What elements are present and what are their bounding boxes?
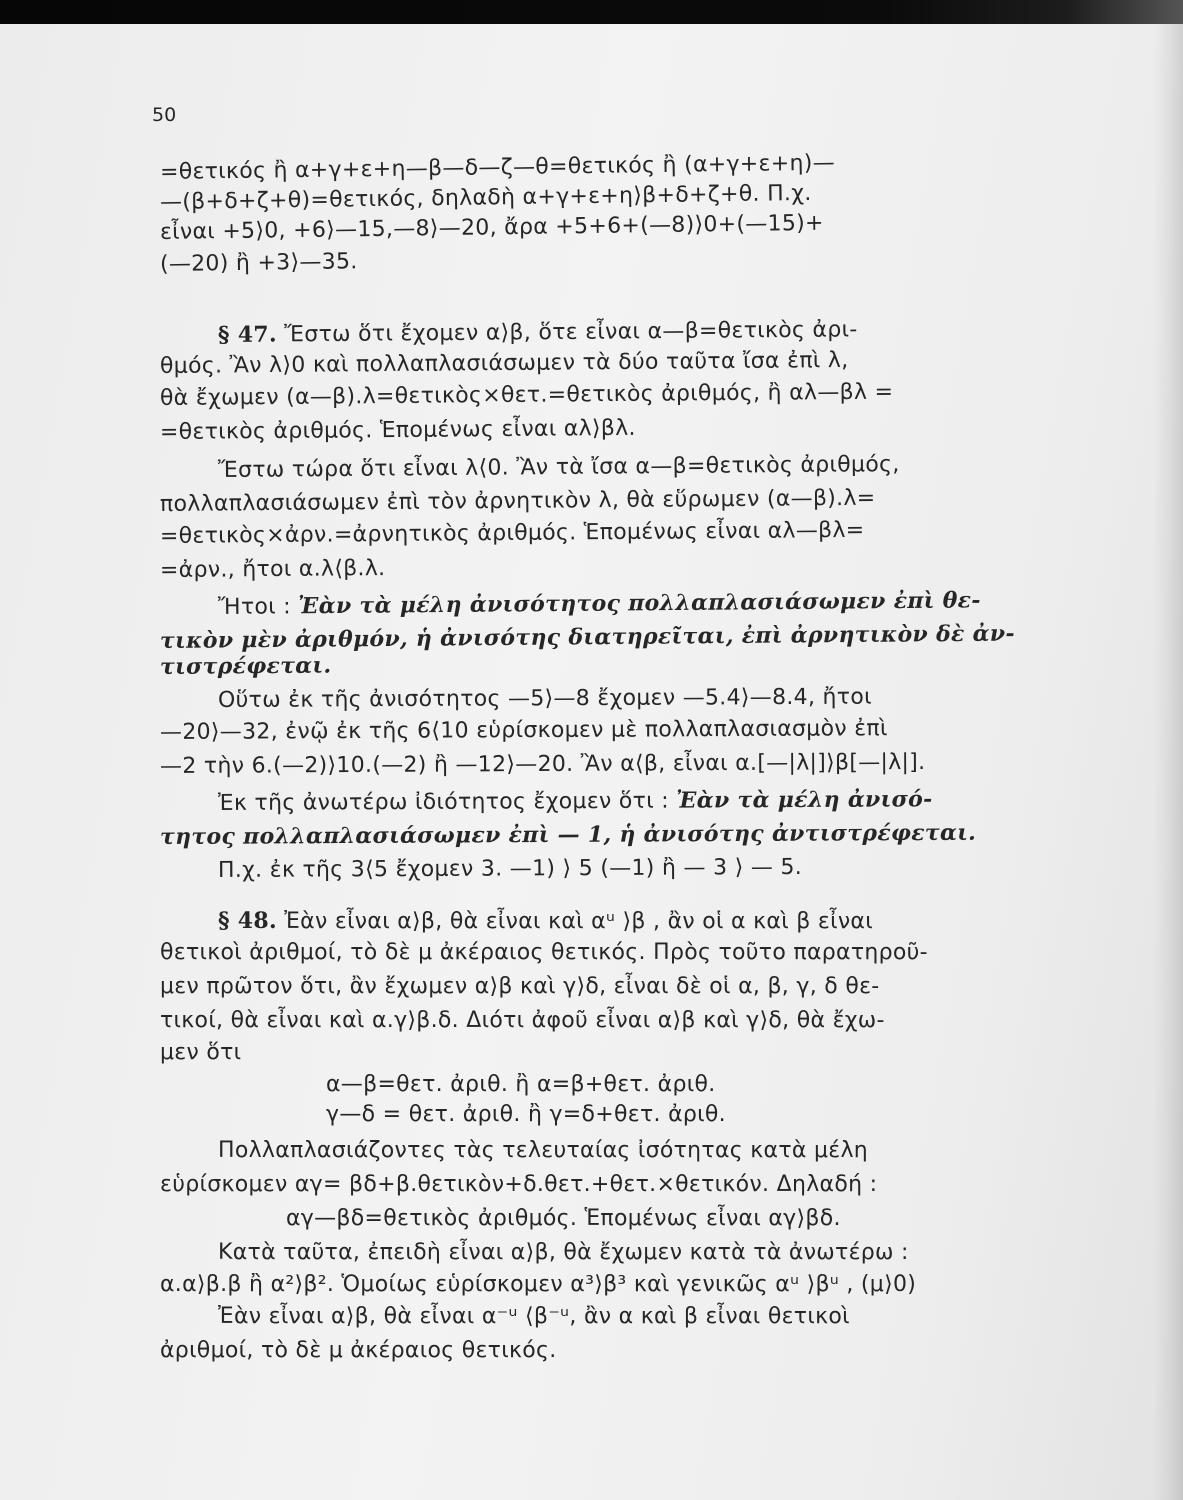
text-line: =θετικὸς×ἀρν.=ἀρνητικὸς ἀριθμός. Ἑπομένως εἶναι αλ—βλ= — [159, 517, 865, 549]
equation-line: α—β=θετ. ἀριθ. ἢ α=β+θετ. ἀριθ. — [326, 1072, 716, 1097]
text-line: εἶναι +5⟩0, +6⟩—15,—8⟩—20, ἄρα +5+6+(—8)⟩0+(—15)+ — [159, 210, 824, 245]
text-line: =θετικὸς ἀριθμός. Ἑπομένως εἶναι αλ⟩βλ. — [159, 415, 636, 445]
text-line: θετικοὶ ἀριθμοί, τὸ δὲ μ ἀκέραιος θετικός. Πρὸς τοῦτο παρατηροῦ- — [160, 940, 928, 965]
text-line: Κατὰ ταῦτα, ἐπειδὴ εἶναι α⟩β, θὰ ἔχωμεν κατὰ τὰ ἀνωτέρω : — [218, 1240, 909, 1265]
emphasized-rule: τιστρέφεται. — [159, 652, 332, 680]
text-line: τικοί, θὰ εἶναι καὶ α.γ⟩β.δ. Διότι ἀφοῦ εἶναι α⟩β καὶ γ⟩δ, θὰ ἔχω- — [160, 1008, 885, 1033]
text-line: —(β+δ+ζ+θ)=θετικός, δηλαδὴ α+γ+ε+η⟩β+δ+ζ+θ. Π.χ. — [159, 180, 812, 215]
section-48-heading: § 48. Ἐὰν εἶναι α⟩β, θὰ εἶναι καὶ αᵘ ⟩β , ἂν οἱ α καὶ β εἶναι — [218, 908, 873, 934]
text-line: Ἐκ τῆς ἀνωτέρω ἰδιότητος ἔχομεν ὅτι : Ἐὰν τὰ μέλη ἀνισό- — [217, 786, 933, 816]
emphasized-rule: Ἐὰν τὰ μέλη ἀνισό- — [676, 786, 933, 814]
section-number: § 47. — [217, 321, 278, 348]
emphasized-rule: Ἐὰν τὰ μέλη ἀνισότητος πολλαπλασιάσωμεν ἐπὶ θε- — [298, 587, 981, 620]
emphasized-rule: τικὸν μὲν ἀριθμόν, ἡ ἀνισότης διατηρεῖται, ἐπὶ ἀρνητικὸν δὲ ἀν- — [159, 620, 1015, 654]
text-line: Ἤτοι : Ἐὰν τὰ μέλη ἀνισότητος πολλαπλασιάσωμεν ἐπὶ θε- — [217, 587, 981, 620]
text-line: =θετικός ἢ α+γ+ε+η—β—δ—ζ—θ=θετικός ἢ (α+γ+ε+η)— — [159, 150, 836, 185]
text-line: α.α⟩β.β ἢ α²⟩β². Ὁμοίως εὑρίσκομεν α³⟩β³ καὶ γενικῶς αᵘ ⟩βᵘ , (μ⟩0) — [160, 1272, 917, 1297]
text-line — [160, 651, 332, 683]
text-line: —20⟩—32, ἐνῷ ἐκ τῆς 6⟨10 εὑρίσκομεν μὲ πολλαπλασιασμὸν ἐπὶ — [159, 716, 888, 745]
equation-line: γ—δ = θετ. ἀριθ. ἢ γ=δ+θετ. ἀριθ. — [326, 1102, 726, 1127]
text-line: αγ—βδ=θετικὸς ἀριθμός. Ἑπομένως εἶναι αγ⟩βδ. — [286, 1206, 841, 1231]
emphasized-rule: τητος πολλαπλασιάσωμεν ἐπὶ — 1, ἡ ἀνισότης ἀντιστρέφεται. — [159, 819, 977, 850]
text-line: (—20) ἢ +3⟩—35. — [159, 249, 358, 277]
scan-top-border — [0, 0, 1183, 24]
text-line: —2 τὴν 6.(—2)⟩10.(—2) ἢ —12⟩—20. Ἂν α⟨β, εἶναι α.[—|λ|]⟩β[—|λ|]. — [159, 749, 926, 779]
text-line: θὰ ἔχωμεν (α—β).λ=θετικὸς×θετ.=θετικὸς ἀριθμός, ἢ αλ—βλ = — [159, 379, 894, 411]
text-line: πολλαπλασιάσωμεν ἐπὶ τὸν ἀρνητικὸν λ, θὰ εὕρωμεν (α—β).λ= — [159, 485, 876, 517]
text-line: μεν πρῶτον ὅτι, ἂν ἔχωμεν α⟩β καὶ γ⟩δ, εἶναι δὲ οἱ α, β, γ, δ θε- — [160, 974, 880, 999]
text-line: ἀριθμοί, τὸ δὲ μ ἀκέραιος θετικός. — [160, 1338, 557, 1363]
section-number: § 48. — [218, 908, 277, 934]
section-47-heading: § 47. Ἔστω ὅτι ἔχομεν α⟩β, ὅτε εἶναι α—β=θετικὸς ἀρι- — [217, 317, 858, 348]
text-line: Ἔστω τώρα ὅτι εἶναι λ⟨0. Ἂν τὰ ἴσα α—β=θετικὸς ἀριθμός, — [217, 452, 900, 483]
text-line: Πολλαπλασιάζοντες τὰς τελευταίας ἰσότητας κατὰ μέλη — [218, 1138, 869, 1163]
text-line: μεν ὅτι — [160, 1040, 242, 1065]
page-number: 50 — [152, 104, 177, 126]
text-line: =ἀρν., ἤτοι α.λ⟨β.λ. — [159, 556, 386, 583]
text-line: εὑρίσκομεν αγ= βδ+β.θετικὸν+δ.θετ.+θετ.×θετικόν. Δηλαδή : — [160, 1172, 878, 1197]
text-line — [160, 818, 976, 853]
text-line: Π.χ. ἐκ τῆς 3⟨5 ἔχομεν 3. —1) ⟩ 5 (—1) ἢ — 3 ⟩ — 5. — [217, 854, 803, 883]
text-line: Ἐὰν εἶναι α⟩β, θὰ εἶναι α⁻ᵘ ⟨β⁻ᵘ, ἂν α καὶ β εἶναι θετικοὶ — [218, 1304, 850, 1329]
text-line: θμός. Ἂν λ⟩0 καὶ πολλαπλασιάσωμεν τὰ δύο ταῦτα ἴσα ἐπὶ λ, — [159, 347, 849, 379]
text-line: Οὕτω ἐκ τῆς ἀνισότητος —5⟩—8 ἔχομεν —5.4⟩—8.4, ἤτοι — [217, 684, 872, 713]
scan-right-shadow — [1153, 24, 1183, 1500]
